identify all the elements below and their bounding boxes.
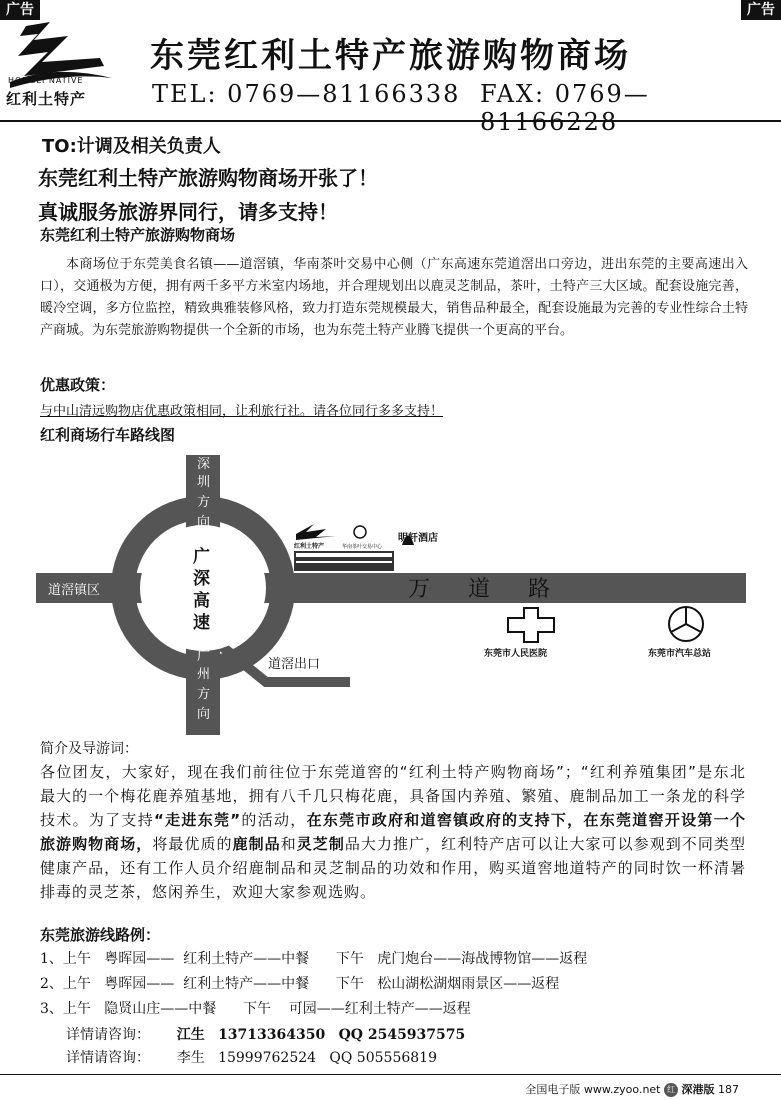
guide-text-4: 和 — [280, 835, 297, 853]
page-number: 187 — [718, 1083, 739, 1096]
itinerary-title: 东莞旅游线路例： — [40, 926, 161, 944]
south-direction-4: 向 — [197, 707, 211, 722]
logo-text: 红利土特产 — [6, 90, 87, 108]
footer-divider — [0, 1074, 781, 1075]
road-label: 万道路 — [408, 577, 589, 602]
route-title: 红利商场行车路线图 — [40, 426, 176, 444]
tea-center-label: 华南茶叶交易中心 — [342, 544, 383, 550]
highway-label-1: 广 — [193, 547, 210, 567]
contact-2 — [66, 1047, 437, 1067]
north-direction-1: 深 — [197, 457, 211, 472]
guide-text-3: 将最优质的 — [152, 835, 233, 853]
itinerary-3: 3、上午 隐贤山庄——中餐 下午 可园——红利土特产——返程 — [40, 1001, 471, 1017]
contact-label: 详情请咨询： — [66, 1027, 150, 1043]
guide-bold-2: 在东莞市政府和道窖镇政府的支持下，在东莞道窖开设第一个旅游购物商场， — [40, 811, 746, 853]
contact-phone: 15999762524 — [218, 1050, 317, 1066]
bus-station-label: 东莞市汽车总站 — [648, 649, 712, 659]
guide-bold-3: 鹿制品 — [232, 835, 281, 853]
contact-name: 江生 — [176, 1027, 205, 1043]
map-logo-label: 红利土特产 — [294, 543, 325, 550]
hotel-label: 明轩酒店 — [398, 533, 438, 544]
headline-opening: 东莞红利土特产旅游购物商场开张了！ — [38, 166, 378, 190]
south-direction-3: 方 — [197, 687, 211, 702]
section-title-store: 东莞红利土特产旅游购物商场 — [40, 226, 236, 244]
highway-label-4: 速 — [193, 613, 210, 633]
headline-support: 真诚服务旅游界同行，请多支持！ — [38, 200, 338, 224]
north-direction-2: 圳 — [197, 475, 211, 490]
highway-label-2: 深 — [193, 569, 210, 589]
guide-bold-4: 灵芝制 — [296, 835, 345, 853]
store-name: 东莞红利土特产旅游购物商场 — [150, 36, 631, 76]
recipient-line: TO:计调及相关负责人 — [42, 136, 221, 157]
contact-qq: QQ 2545937575 — [338, 1027, 466, 1043]
footer-text: 全国电子版 www.zyoo.net — [525, 1083, 661, 1096]
contact-qq: QQ 505556819 — [329, 1050, 437, 1066]
exit-label: 道滘出口 — [268, 657, 321, 672]
west-area-label: 道滘镇区 — [48, 583, 101, 598]
south-direction-2: 州 — [197, 667, 211, 682]
tea-center-icon — [354, 526, 366, 538]
footer-edition: 深港版 — [681, 1083, 715, 1096]
bus-station-icon — [669, 607, 703, 641]
contact-phone: 13713364350 — [218, 1027, 326, 1043]
guide-text-2: 的活动， — [241, 811, 307, 829]
guide-bold-1: “走进东莞” — [154, 811, 242, 829]
footer-badge-icon: 红 — [664, 1083, 678, 1097]
logo-caption: HONGLI NATIVE — [8, 76, 84, 85]
north-direction-4: 向 — [197, 515, 211, 530]
highway-label-3: 高 — [193, 591, 210, 611]
contact-1 — [66, 1024, 465, 1044]
letterhead — [0, 0, 781, 136]
contact-label: 详情请咨询： — [66, 1050, 150, 1066]
north-direction-3: 方 — [197, 495, 211, 510]
fax-number: FAX: 0769—81166228 — [480, 80, 650, 136]
hospital-label: 东莞市人民医院 — [484, 649, 548, 659]
tel-number: TEL: 0769—81166338 — [152, 80, 461, 108]
intro-paragraph: 本商场位于东莞美食名镇——道滘镇，华南茶叶交易中心侧（广东高速东莞道滘出口旁边，进出东莞的主要高速出入口），交通极为方便，拥有两千多平方米室内场地，并合理规划出以鹿灵芝制品，茶叶，土特产三大区域。配套设施完善，暖冷空调，多方位监控，精致典雅装修风格，致力打造东莞规模最大，销售品种最全，配套设施最为完善的专业性综合土特产商城。为东莞旅游购物提供一个全新的市场，也为东莞土特产业腾飞提供一个更高的平台。 — [40, 257, 748, 338]
itinerary-2: 2、上午 粤晖园—— 红利土特产——中餐 下午 松山湖松湖烟雨景区——返程 — [40, 976, 560, 992]
guide-title: 简介及导游词： — [40, 741, 138, 757]
south-direction-1: 广 — [197, 649, 211, 664]
guide-text-5: 品大力推广，红利特产店可以让大家可以参观到不同类型健康产品，还有工作人员介绍鹿制品和灵芝制品的功效和作用，购买道窖地道特产的同时饮一杯清暑排毒的灵芝茶，悠闲养生，欢迎大家参观选购。 — [40, 835, 746, 901]
itinerary-1: 1、上午 粤晖园—— 红利土特产——中餐 下午 虎门炮台——海战博物馆——返程 — [40, 951, 588, 967]
promo-title: 优惠政策： — [40, 376, 116, 394]
contact-name: 李生 — [176, 1050, 205, 1066]
ad-label-right: 广告 — [741, 0, 781, 20]
hospital-icon — [508, 608, 554, 642]
page-footer — [525, 1081, 739, 1097]
ad-label-left: 广告 — [0, 0, 40, 20]
guide-paragraph — [40, 760, 746, 904]
route-map — [0, 445, 781, 745]
promo-text: 与中山清远购物店优惠政策相同，让利旅行社。请各位同行多多支持！ — [40, 404, 444, 419]
guide-text-1: 各位团友，大家好，现在我们前往位于东莞道窖的“红利土特产购物商场”；“红利养殖集团”是东北最大的一个梅花鹿养殖基地，拥有八千几只梅花鹿，具备国内养殖、繁殖、鹿制品加工一条龙的科学技术。为了支持 — [40, 763, 746, 829]
